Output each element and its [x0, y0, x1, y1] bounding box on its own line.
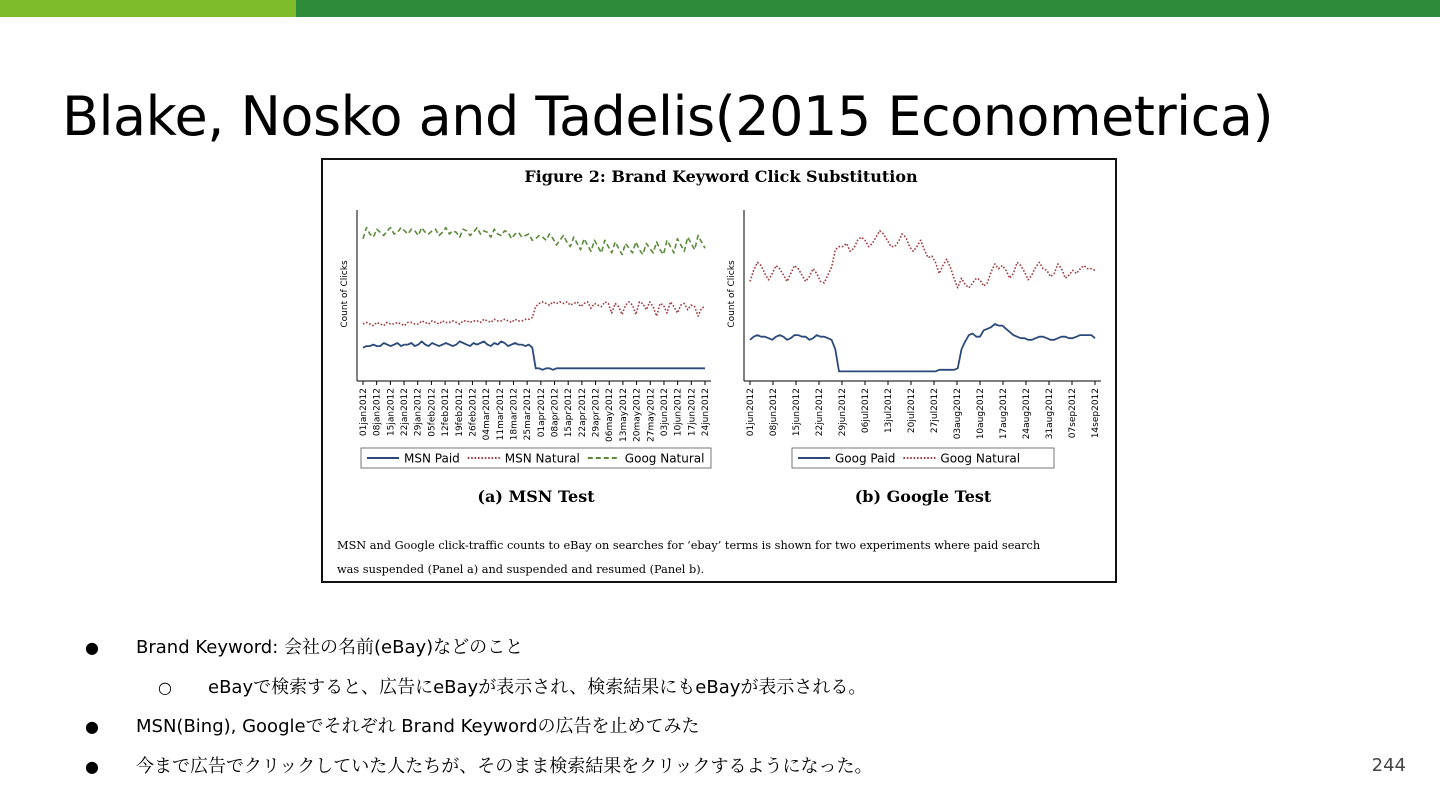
legend-label: Goog Natural — [624, 451, 705, 466]
panel-label: (b) Google Test — [854, 487, 992, 506]
series-line-msn-natural — [363, 302, 705, 326]
x-tick-label: 06jul2012 — [861, 388, 871, 434]
sub-bullet-circle: ○ — [158, 678, 172, 697]
legend-label: MSN Natural — [504, 451, 580, 466]
x-tick-label: 03jun2012 — [659, 388, 670, 437]
panel-b-google-test — [727, 210, 1101, 506]
figure-panel — [321, 158, 1117, 583]
page-number: 244 — [1371, 755, 1406, 776]
x-tick-label: 08jun2012 — [769, 388, 779, 437]
bullet-dot: ● — [85, 638, 99, 657]
x-tick-label: 19feb2012 — [454, 388, 465, 437]
x-tick-label: 15jan2012 — [386, 388, 397, 437]
x-tick-label: 25mar2012 — [523, 388, 534, 441]
x-tick-label: 01apr2012 — [536, 388, 547, 438]
x-tick-label: 01jun2012 — [746, 388, 756, 437]
x-tick-label: 14sep2012 — [1091, 388, 1101, 439]
sub-bullet-item: eBayで検索すると、広告にeBayが表示され、検索結果にもeBayが表示される。 — [208, 677, 867, 698]
x-tick-label: 24aug2012 — [1022, 388, 1032, 440]
y-axis-label: Count of Clicks — [340, 260, 350, 328]
x-tick-label: 29jun2012 — [838, 388, 848, 437]
panel-a-msn-test — [340, 210, 711, 506]
series-line-goog-paid — [750, 324, 1095, 371]
x-tick-label: 31aug2012 — [1045, 388, 1055, 440]
x-tick-label: 17jun2012 — [687, 388, 698, 437]
x-tick-label: 20jul2012 — [907, 388, 917, 434]
x-tick-label: 18mar2012 — [509, 388, 520, 441]
y-axis-label: Count of Clicks — [727, 260, 737, 328]
series-line-msn-paid — [363, 341, 705, 369]
bullet-item: MSN(Bing), Googleでそれぞれ Brand Keywordの広告を止めてみた — [136, 716, 700, 737]
x-tick-label: 08apr2012 — [550, 388, 561, 438]
bullet-item: 今まで広告でクリックしていた人たちが、そのまま検索結果をクリックするようになった。 — [136, 756, 873, 777]
x-tick-label: 22apr2012 — [577, 388, 588, 438]
x-tick-label: 07sep2012 — [1068, 388, 1078, 439]
bullet-dot: ● — [85, 717, 99, 736]
series-line-goog-natural — [363, 228, 705, 255]
x-tick-label: 27jul2012 — [930, 388, 940, 434]
figure-caption-line1: MSN and Google click-traffic counts to eBay on searches for ‘ebay’ terms is shown for two experiments where paid search — [337, 539, 1041, 552]
accent-bar-light — [0, 0, 296, 17]
bullet-item: Brand Keyword: 会社の名前(eBay)などのこと — [136, 637, 524, 658]
x-tick-label: 05feb2012 — [427, 388, 438, 437]
x-tick-label: 12feb2012 — [441, 388, 452, 437]
x-tick-label: 24jun2012 — [701, 388, 711, 437]
x-tick-label: 10jun2012 — [673, 388, 684, 437]
accent-bar-dark — [296, 0, 1440, 17]
x-tick-label: 06may2012 — [605, 388, 616, 442]
x-tick-label: 22jan2012 — [400, 388, 411, 437]
x-tick-label: 29apr2012 — [591, 388, 602, 438]
x-tick-label: 27may2012 — [646, 388, 657, 442]
x-tick-label: 04mar2012 — [482, 388, 493, 441]
slide-title: Blake, Nosko and Tadelis(2015 Econometrica) — [62, 85, 1274, 148]
x-tick-label: 08jan2012 — [372, 388, 383, 437]
x-tick-label: 15apr2012 — [564, 388, 575, 438]
x-tick-label: 03aug2012 — [953, 388, 963, 440]
figure-caption-line2: was suspended (Panel a) and suspended and resumed (Panel b). — [337, 563, 705, 576]
x-tick-label: 11mar2012 — [495, 388, 506, 441]
x-tick-label: 17aug2012 — [999, 388, 1009, 440]
x-tick-label: 22jun2012 — [815, 388, 825, 437]
x-tick-label: 01jan2012 — [359, 388, 369, 437]
x-tick-label: 15jun2012 — [792, 388, 802, 437]
legend-label: Goog Paid — [835, 451, 896, 466]
legend-label: Goog Natural — [940, 451, 1021, 466]
series-line-goog-natural — [750, 231, 1095, 288]
legend-label: MSN Paid — [404, 451, 460, 466]
figure-svg — [323, 160, 1119, 585]
x-tick-label: 29jan2012 — [413, 388, 424, 437]
panel-label: (a) MSN Test — [477, 487, 595, 506]
figure-heading: Figure 2: Brand Keyword Click Substitution — [524, 167, 918, 186]
x-tick-label: 13may2012 — [618, 388, 629, 442]
x-tick-label: 10aug2012 — [976, 388, 986, 440]
x-tick-label: 20may2012 — [632, 388, 643, 442]
x-tick-label: 26feb2012 — [468, 388, 479, 437]
bullet-dot: ● — [85, 757, 99, 776]
x-tick-label: 13jul2012 — [884, 388, 894, 434]
